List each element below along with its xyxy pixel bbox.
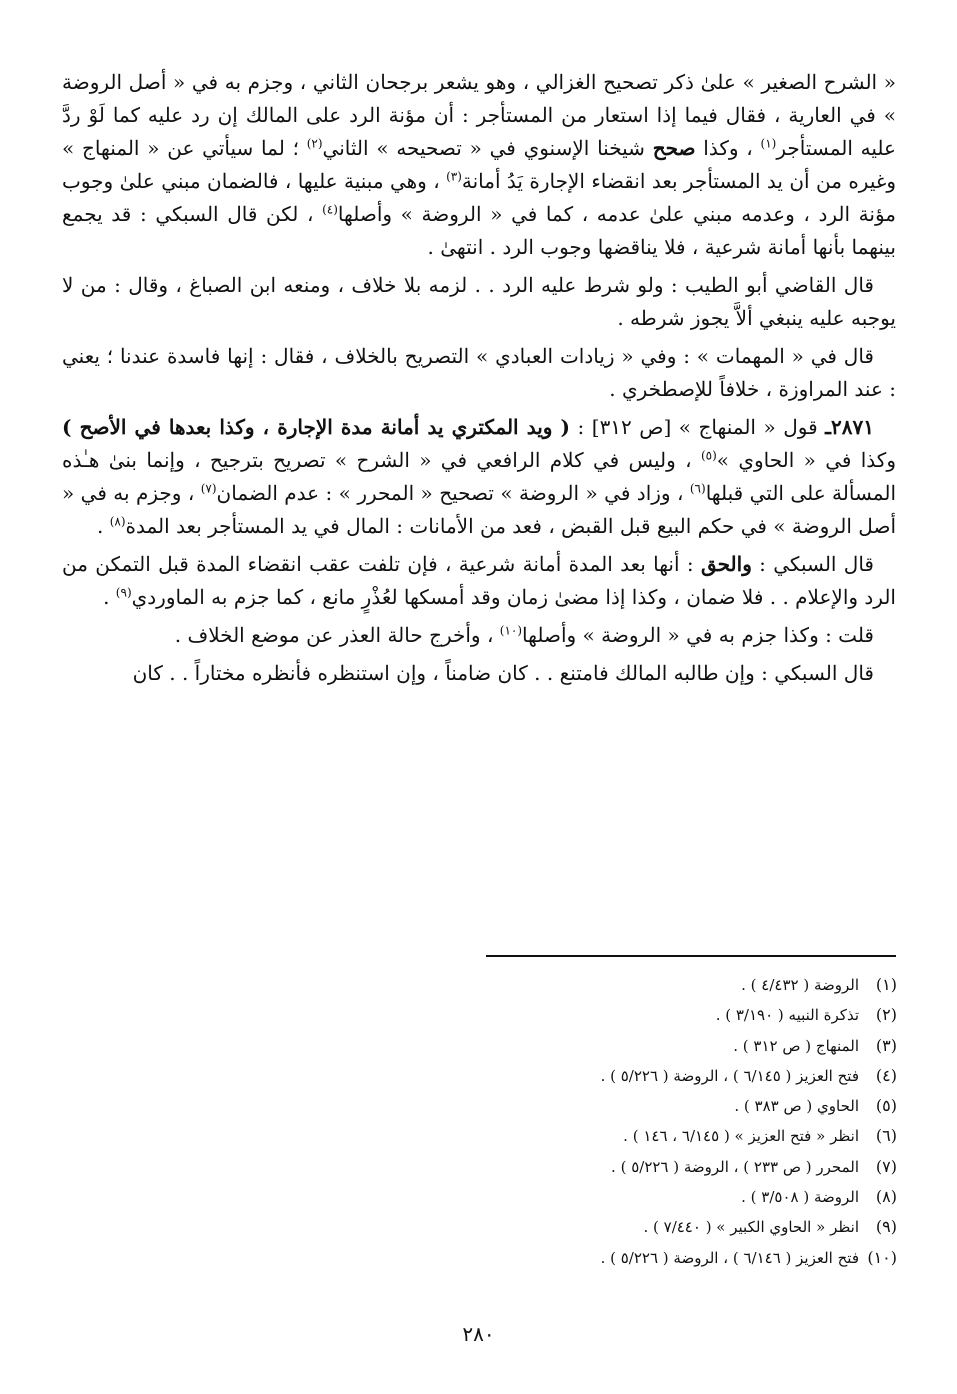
- footnote-ref: (٨): [109, 514, 126, 529]
- paragraph: [62, 619, 896, 652]
- footnote-text: فتح العزيز ( ٦/١٤٥ ) ، الروضة ( ٥/٢٢٦ ) .: [600, 1066, 859, 1085]
- footnote-number: (٢): [875, 1005, 897, 1025]
- footnote-item: [467, 1091, 897, 1121]
- text-run: ، وهي مبنية عليها ، فالضمان مبني علىٰ وجوب مؤنة الرد ، وعدمه مبني علىٰ عدمه ، كما في « الروضة » وأصلها: [62, 169, 896, 226]
- text-run: ، لكن قال السبكي : قد يجمع بينهما بأنها أمانة شرعية ، فلا يناقضها وجوب الرد . انتهىٰ .: [62, 202, 896, 259]
- footnote-text: فتح العزيز ( ٦/١٤٦ ) ، الروضة ( ٥/٢٢٦ ) .: [600, 1248, 859, 1267]
- text-run: قال السبكي :: [751, 552, 874, 576]
- text-run: « الشرح الصغير » علىٰ ذكر تصحيح الغزالي ، وهو يشعر برجحان الثاني ، وجزم به في « أصل الروضة » في العارية ، فقال فيما إذا استعار من المستأجر : أن مؤنة الرد على المالك إن رد عليه كما لَوْ ردَّ عليه المستأجر: [62, 70, 896, 160]
- bold-text: ( ويد المكتري يد أمانة مدة الإجارة ، وكذا بعدها في الأصح ): [62, 415, 571, 439]
- footnote-item: [467, 1031, 897, 1061]
- text-run: .: [96, 514, 110, 538]
- footnote-item: [467, 1182, 897, 1212]
- text-run: ؛ لما سيأتي عن « المنهاج » وغيره من أن يد المستأجر بعد انقضاء الإجارة يَدُ أمانة: [62, 136, 896, 193]
- text-run: قال في « المهمات » : وفي « زيادات العبادي » التصريح بالخلاف ، فقال : إنها فاسدة عندنا ؛ يعني : عند المراوزة ، خلافاً للإصطخري .: [62, 344, 896, 401]
- footnote-text: الروضة ( ٤/٤٣٢ ) .: [741, 976, 859, 994]
- footnote-text: المنهاج ( ص ٣١٢ ) .: [733, 1036, 859, 1055]
- text-run: ، وكذا: [695, 136, 761, 160]
- page-number: ٢٨٠: [462, 1322, 495, 1346]
- footnote-number: (٣): [875, 1035, 897, 1055]
- paragraph: [62, 657, 896, 690]
- footnote-text: الحاوي ( ص ٣٨٣ ) .: [734, 1097, 859, 1116]
- footnote-ref: (٦): [689, 481, 706, 496]
- footnote-item: [467, 1152, 897, 1182]
- text-run: وكذا في « الحاوي »: [716, 448, 896, 472]
- footnote-number: (٦): [875, 1126, 897, 1146]
- text-run: ، وليس في كلام الرافعي في « الشرح » تصريح بترجيح ، وإنما بنىٰ هـٰذه المسألة على التي قبلها: [62, 448, 897, 505]
- footnote-item: [467, 1212, 897, 1242]
- footnote-item: [467, 1000, 897, 1030]
- footnote-ref: (٥): [700, 448, 717, 463]
- paragraph: [62, 548, 896, 614]
- text-run: قول « المنهاج » [ص ٣١٢] :: [570, 415, 826, 439]
- footnote-separator: [486, 955, 896, 957]
- bold-text: ٢٨٧١ـ: [825, 415, 874, 439]
- paragraph: [62, 411, 896, 543]
- footnote-ref: (١): [760, 136, 777, 151]
- text-run: .: [103, 585, 116, 609]
- footnote-item: [467, 1243, 897, 1273]
- text-run: شيخنا الإسنوي في « تصحيحه » الثاني: [322, 136, 653, 160]
- footnote-ref: (٧): [200, 481, 217, 496]
- text-run: قال القاضي أبو الطيب : ولو شرط عليه الرد . . لزمه بلا خلاف ، ومنعه ابن الصباغ ، وقال : من لا يوجبه عليه ينبغي ألاَّ يجوز شرطه .: [62, 273, 896, 330]
- text-run: قال السبكي : وإن طالبه المالك فامتنع . . كان ضامناً ، وإن استنظره فأنظره مختاراً . . كان: [132, 661, 874, 685]
- body-text: [62, 66, 896, 695]
- footnote-number: (١): [875, 975, 897, 994]
- text-run: ، وزاد في « الروضة » تصحيح « المحرر » : عدم الضمان: [216, 481, 690, 505]
- paragraph: [62, 269, 896, 335]
- paragraph: [62, 66, 896, 264]
- footnote-number: (٤): [875, 1065, 897, 1085]
- footnote-ref: (٩): [115, 585, 132, 600]
- bold-text: والحق: [700, 552, 752, 576]
- bold-text: صحح: [652, 136, 696, 160]
- footnote-number: (١٠): [867, 1247, 897, 1267]
- footnote-number: (٧): [875, 1156, 897, 1176]
- footnote-number: (٥): [875, 1096, 897, 1116]
- footnote-number: (٨): [875, 1187, 897, 1207]
- footnote-text: تذكرة النبيه ( ٣/١٩٠ ) .: [715, 1006, 859, 1025]
- footnotes: [467, 970, 897, 1273]
- footnote-text: انظر « الحاوي الكبير » ( ٧/٤٤٠ ) .: [643, 1218, 859, 1237]
- footnote-text: انظر « فتح العزيز » ( ٦/١٤٥ ، ١٤٦ ) .: [623, 1127, 859, 1146]
- footnote-item: [467, 1061, 897, 1091]
- text-run: ، وأخرج حالة العذر عن موضع الخلاف .: [174, 623, 500, 647]
- text-run: ، وجزم به في « أصل الروضة » في حكم البيع قبل القبض ، فعد من الأمانات : المال في يد المستأجر بعد المدة: [62, 481, 896, 538]
- text-run: : أنها بعد المدة أمانة شرعية ، فإن تلفت عقب انقضاء المدة قبل التمكن من الرد والإعلام . . فلا ضمان ، وكذا إذا مضىٰ زمان وقد أمسكها لعُذْرٍ مانع ، كما جزم به الماوردي: [62, 552, 896, 609]
- footnote-text: الروضة ( ٣/٥٠٨ ) .: [741, 1188, 859, 1207]
- footnote-item: [467, 970, 897, 1000]
- text-run: قلت : وكذا جزم به في « الروضة » وأصلها: [522, 623, 874, 647]
- footnote-number: (٩): [875, 1217, 897, 1237]
- footnote-ref: (٤): [322, 202, 338, 217]
- footnote-item: [467, 1121, 897, 1151]
- footnote-ref: (٣): [446, 169, 462, 184]
- footnote-text: المحرر ( ص ٢٣٣ ) ، الروضة ( ٥/٢٢٦ ) .: [611, 1157, 859, 1176]
- paragraph: [62, 340, 896, 406]
- footnote-ref: (٢): [306, 136, 323, 151]
- footnote-ref: (١٠): [499, 623, 523, 638]
